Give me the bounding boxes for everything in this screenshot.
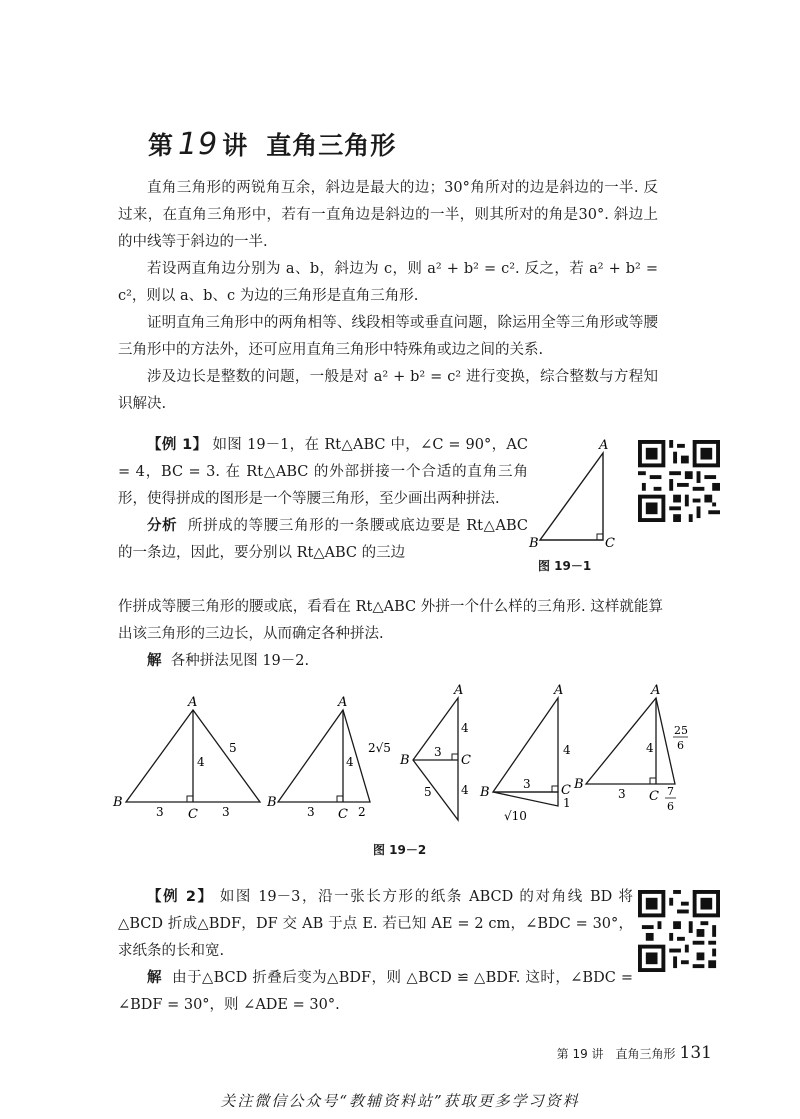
example-2-statement bbox=[118, 884, 633, 965]
triangle-abc bbox=[540, 453, 603, 540]
example-1-solution bbox=[118, 648, 663, 675]
d5-frac-7: 7 bbox=[667, 785, 674, 798]
qr-code-icon bbox=[638, 890, 720, 972]
solution-label: 解 bbox=[147, 653, 162, 669]
figure-19-2-caption: 图 19－2 bbox=[373, 843, 427, 857]
fig2-diagram-5 bbox=[573, 683, 688, 813]
right-angle-mark bbox=[597, 534, 603, 540]
fig2-diagram-2 bbox=[266, 695, 391, 822]
d4-side-3: 3 bbox=[523, 777, 531, 791]
figure-19-2 bbox=[108, 680, 708, 830]
d3-side-4a: 4 bbox=[461, 721, 469, 735]
d5-label-C: C bbox=[649, 789, 659, 804]
d5-label-A: A bbox=[651, 683, 661, 698]
example-1-continued bbox=[118, 594, 663, 675]
title-number: 19 bbox=[178, 127, 219, 162]
d1-side-3a: 3 bbox=[156, 805, 164, 819]
d3-side-3: 3 bbox=[434, 745, 442, 759]
intro-paragraph-4: 涉及边长是整数的问题，一般是对 a² + b² = c² 进行变换，综合整数与方程知识解决. bbox=[118, 369, 658, 412]
fig2-diagram-4 bbox=[479, 683, 571, 823]
example-2-solution-label: 解 bbox=[147, 970, 162, 986]
example-1-statement bbox=[118, 432, 528, 513]
d5-label-B: B bbox=[574, 777, 584, 792]
example-1 bbox=[118, 432, 528, 567]
d3-label-A: A bbox=[454, 683, 464, 698]
d1-label-C: C bbox=[188, 807, 198, 822]
label-A: A bbox=[599, 438, 609, 453]
d3-label-B: B bbox=[400, 753, 410, 768]
example-2-label: 【例 2】 bbox=[147, 889, 214, 905]
example-1-label: 【例 1】 bbox=[147, 437, 208, 453]
fig2-diagram-1 bbox=[112, 695, 260, 822]
d2-label-B: B bbox=[267, 795, 277, 810]
figure-19-1-caption: 图 19－1 bbox=[538, 559, 592, 573]
page-footer bbox=[557, 1043, 712, 1063]
d2-side-2r5: 2√5 bbox=[368, 741, 391, 755]
example-2-solution-text: 由于△BCD 折叠后变为△BDF，则 △BCD ≌ △BDF. 这时，∠BDC = ∠BDF = 30°，则 ∠ADE = 30°. bbox=[118, 970, 634, 1013]
d3-label-C: C bbox=[461, 753, 471, 768]
d1-side-4: 4 bbox=[197, 755, 205, 769]
example-2 bbox=[118, 884, 633, 1019]
d2-side-2: 2 bbox=[358, 805, 366, 819]
d4-side-4: 4 bbox=[563, 743, 571, 757]
intro-section bbox=[118, 175, 658, 418]
d1-label-B: B bbox=[113, 795, 123, 810]
title-text: 直角三角形 bbox=[266, 131, 397, 160]
solution-text: 各种拼法见图 19－2. bbox=[170, 653, 310, 669]
example-2-solution bbox=[118, 965, 633, 1019]
figure-19-1 bbox=[525, 435, 635, 575]
footer-chapter: 第 19 讲 直角三角形 bbox=[556, 1047, 676, 1061]
intro-paragraph-1: 直角三角形的两锐角互余，斜边是最大的边；30°角所对的边是斜边的一半. 反过来，在直角三角形中，若有一直角边是斜边的一半，则其所对的角是30°. 斜边上的中线等于斜边的一半. bbox=[118, 180, 658, 250]
d4-side-r10: √10 bbox=[504, 809, 527, 823]
d4-label-A: A bbox=[554, 683, 564, 698]
page-number: 131 bbox=[679, 1043, 712, 1063]
d5-side-3: 3 bbox=[618, 787, 626, 801]
qr-code-icon bbox=[638, 440, 720, 522]
d2-side-4: 4 bbox=[346, 755, 354, 769]
d5-frac-6a: 6 bbox=[677, 739, 684, 752]
fig2-diagram-3 bbox=[399, 683, 471, 820]
label-C: C bbox=[605, 536, 615, 551]
d4-label-B: B bbox=[480, 785, 490, 800]
d5-side-4: 4 bbox=[646, 741, 654, 755]
d2-side-3: 3 bbox=[307, 805, 315, 819]
example-1-analysis-start bbox=[118, 513, 528, 567]
d3-side-4b: 4 bbox=[461, 783, 469, 797]
intro-paragraph-3: 证明直角三角形中的两角相等、线段相等或垂直问题，除运用全等三角形或等腰三角形中的方法外，还可应用直角三角形中特殊角或边之间的关系. bbox=[118, 315, 658, 358]
analysis-text-b: 作拼成等腰三角形的腰或底，看看在 Rt△ABC 外拼一个什么样的三角形. 这样就能算出该三角形的三边长，从而确定各种拼法. bbox=[118, 599, 663, 642]
d2-label-C: C bbox=[338, 807, 348, 822]
d5-frac-6b: 6 bbox=[667, 800, 674, 813]
d1-label-A: A bbox=[188, 695, 198, 710]
d4-side-1: 1 bbox=[563, 796, 571, 810]
title-prefix: 第 bbox=[148, 131, 175, 160]
example-2-text: 如图 19－3，沿一张长方形的纸条 ABCD 的对角线 BD 将△BCD 折成△BDF，DF 交 AB 于点 E. 若已知 AE = 2 cm，∠BDC = 30°，求纸条的长和宽. bbox=[118, 889, 633, 959]
title-suffix: 讲 bbox=[222, 131, 249, 160]
analysis-text-a: 所拼成的等腰三角形的一条腰或底边要是 Rt△ABC 的一条边，因此，要分别以 Rt△ABC 的三边 bbox=[118, 518, 528, 561]
example-1-text: 如图 19－1，在 Rt△ABC 中，∠C = 90°，AC = 4，BC = 3. 在 Rt△ABC 的外部拼接一个合适的直角三角形，使得拼成的图形是一个等腰三角形，至少画出两种拼法. bbox=[118, 437, 528, 507]
d4-label-C: C bbox=[561, 783, 571, 798]
label-B: B bbox=[529, 536, 539, 551]
intro-paragraph-2: 若设两直角边分别为 a、b，斜边为 c，则 a² + b² = c². 反之，若 a² + b² = c²，则以 a、b、c 为边的三角形是直角三角形. bbox=[118, 261, 658, 304]
d1-side-3b: 3 bbox=[222, 805, 230, 819]
watermark-text: 关注微信公众号“教辅资料站”获取更多学习资料 bbox=[220, 1092, 580, 1110]
d3-side-5: 5 bbox=[424, 785, 432, 799]
d2-label-A: A bbox=[338, 695, 348, 710]
page-title bbox=[148, 126, 396, 162]
analysis-label: 分析 bbox=[147, 518, 178, 534]
d5-frac-25: 25 bbox=[674, 724, 688, 737]
d1-side-5: 5 bbox=[229, 741, 237, 755]
